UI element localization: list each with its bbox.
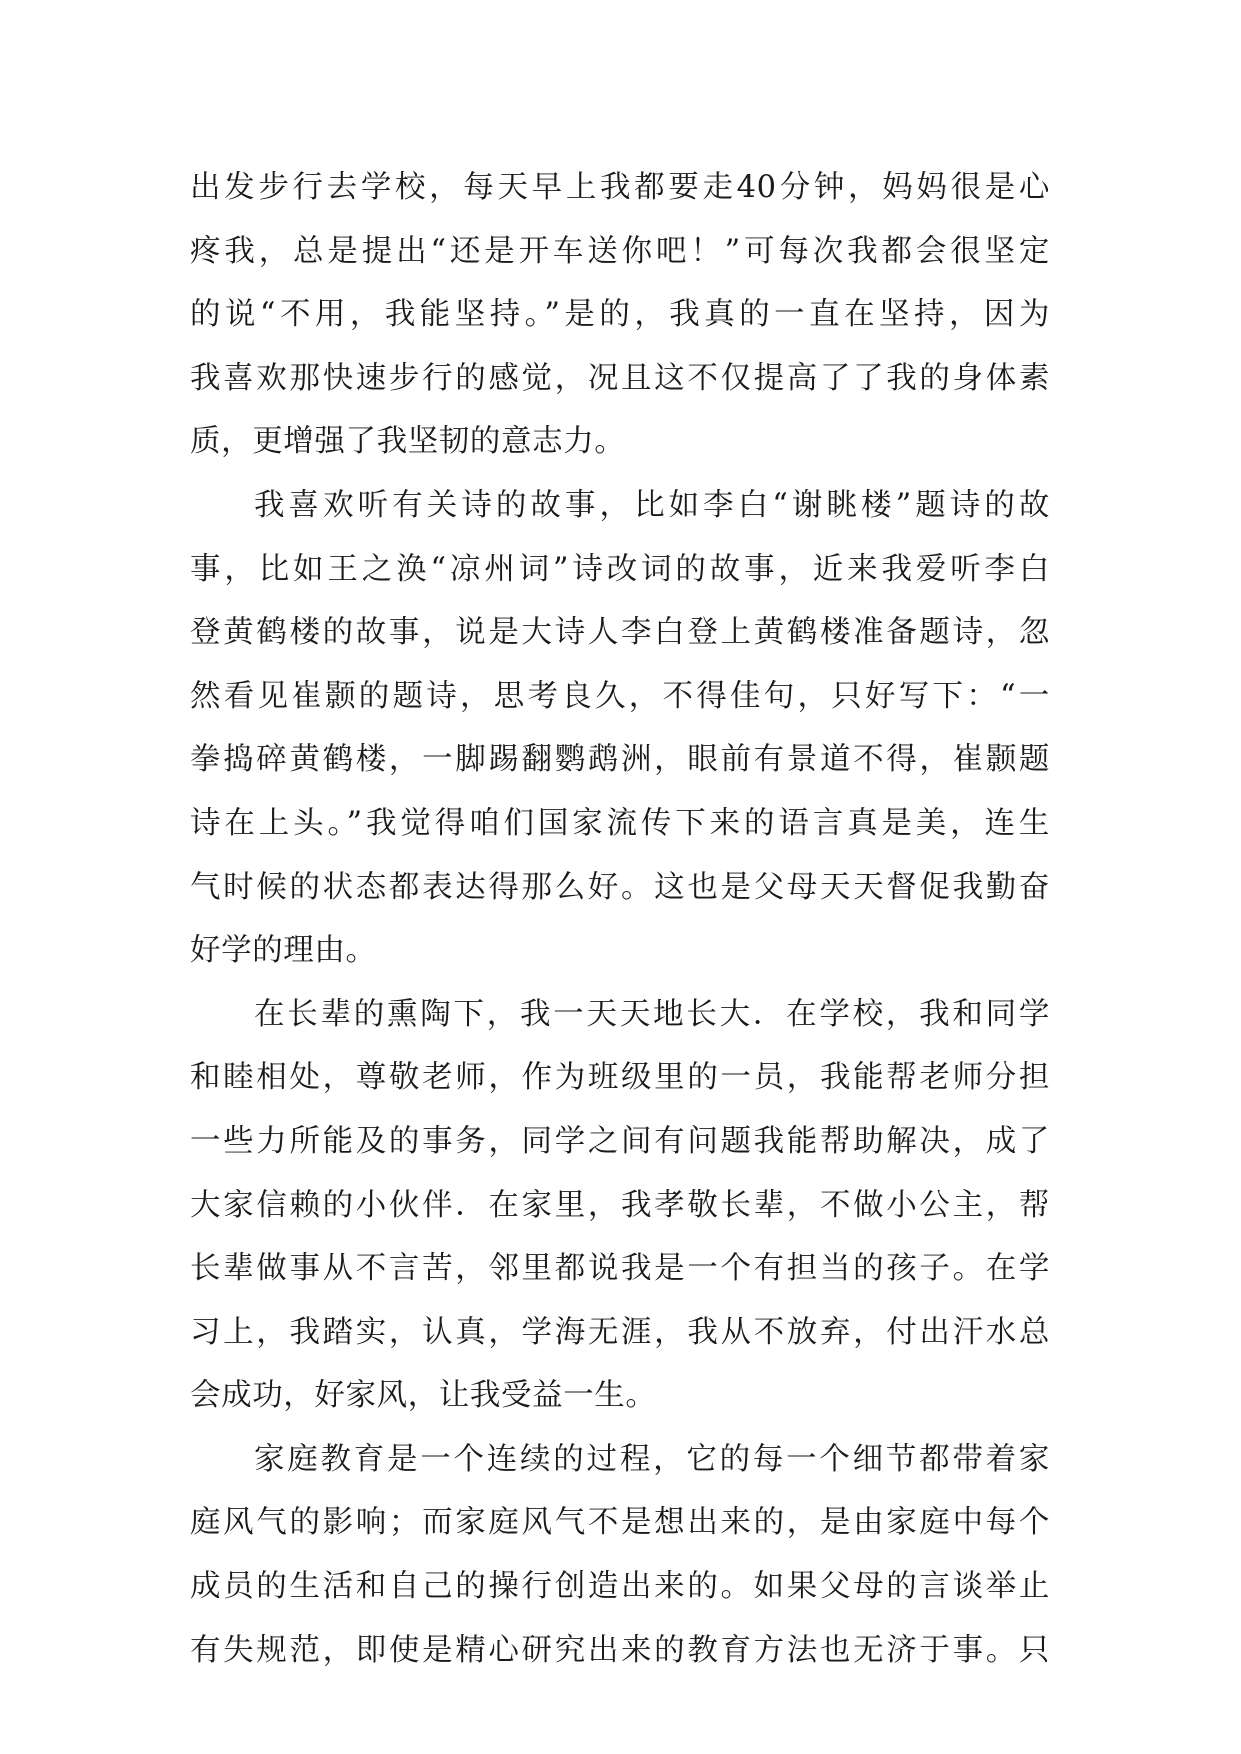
text-line: 会成功，好家风，让我受益一生。 bbox=[190, 1378, 657, 1414]
text-line: 登黄鹤楼的故事，说是大诗人李白登上黄鹤楼准备题诗，忽 bbox=[190, 615, 1050, 651]
text-line: 大家信赖的小伙伴．在家里，我孝敬长辈，不做小公主，帮 bbox=[190, 1187, 1050, 1223]
paragraph-3 bbox=[190, 983, 1050, 1428]
text-line: 在长辈的熏陶下，我一天天地长大．在学校，我和同学 bbox=[254, 996, 1050, 1032]
text-line: 的说“不用，我能坚持。”是的，我真的一直在坚持，因为 bbox=[190, 297, 1050, 333]
paragraph-2 bbox=[190, 474, 1050, 983]
text-line: 家庭教育是一个连续的过程，它的每一个细节都带着家 bbox=[254, 1441, 1050, 1477]
text-line: 和睦相处，尊敬老师，作为班级里的一员，我能帮老师分担 bbox=[190, 1060, 1050, 1096]
text-line: 一些力所能及的事务，同学之间有问题我能帮助解决，成了 bbox=[190, 1123, 1050, 1159]
paragraph-4 bbox=[190, 1428, 1050, 1682]
text-line: 气时候的状态都表达得那么好。这也是父母天天督促我勤奋 bbox=[190, 869, 1050, 905]
text-line: 成员的生活和自己的操行创造出来的。如果父母的言谈举止 bbox=[190, 1569, 1050, 1605]
text-line: 拳捣碎黄鹤楼，一脚踢翻鹦鹉洲，眼前有景道不得，崔颢题 bbox=[190, 742, 1050, 778]
text-line: 习上，我踏实，认真，学海无涯，我从不放弃，付出汗水总 bbox=[190, 1314, 1050, 1350]
text-line: 疼我，总是提出“还是开车送你吧！”可每次我都会很坚定 bbox=[190, 233, 1050, 269]
text-line: 然看见崔颢的题诗，思考良久，不得佳句，只好写下：“一 bbox=[190, 678, 1050, 714]
text-line: 庭风气的影响；而家庭风气不是想出来的，是由家庭中每个 bbox=[190, 1505, 1050, 1541]
text-line: 有失规范，即使是精心研究出来的教育方法也无济于事。只 bbox=[190, 1632, 1050, 1668]
text-line: 事，比如王之涣“凉州词”诗改词的故事，近来我爱听李白 bbox=[190, 551, 1050, 587]
text-line: 好学的理由。 bbox=[190, 933, 377, 969]
text-line: 长辈做事从不言苦，邻里都说我是一个有担当的孩子。在学 bbox=[190, 1251, 1050, 1287]
text-line: 出发步行去学校，每天早上我都要走40分钟，妈妈很是心 bbox=[190, 170, 1050, 205]
paragraph-1 bbox=[190, 156, 1050, 474]
text-line: 我喜欢那快速步行的感觉，况且这不仅提高了了我的身体素 bbox=[190, 360, 1050, 396]
text-line: 诗在上头。”我觉得咱们国家流传下来的语言真是美，连生 bbox=[190, 805, 1050, 841]
text-line: 我喜欢听有关诗的故事，比如李白“谢眺楼”题诗的故 bbox=[254, 487, 1050, 523]
text-line: 质，更增强了我坚韧的意志力。 bbox=[190, 424, 626, 460]
body-text bbox=[190, 156, 1050, 1682]
